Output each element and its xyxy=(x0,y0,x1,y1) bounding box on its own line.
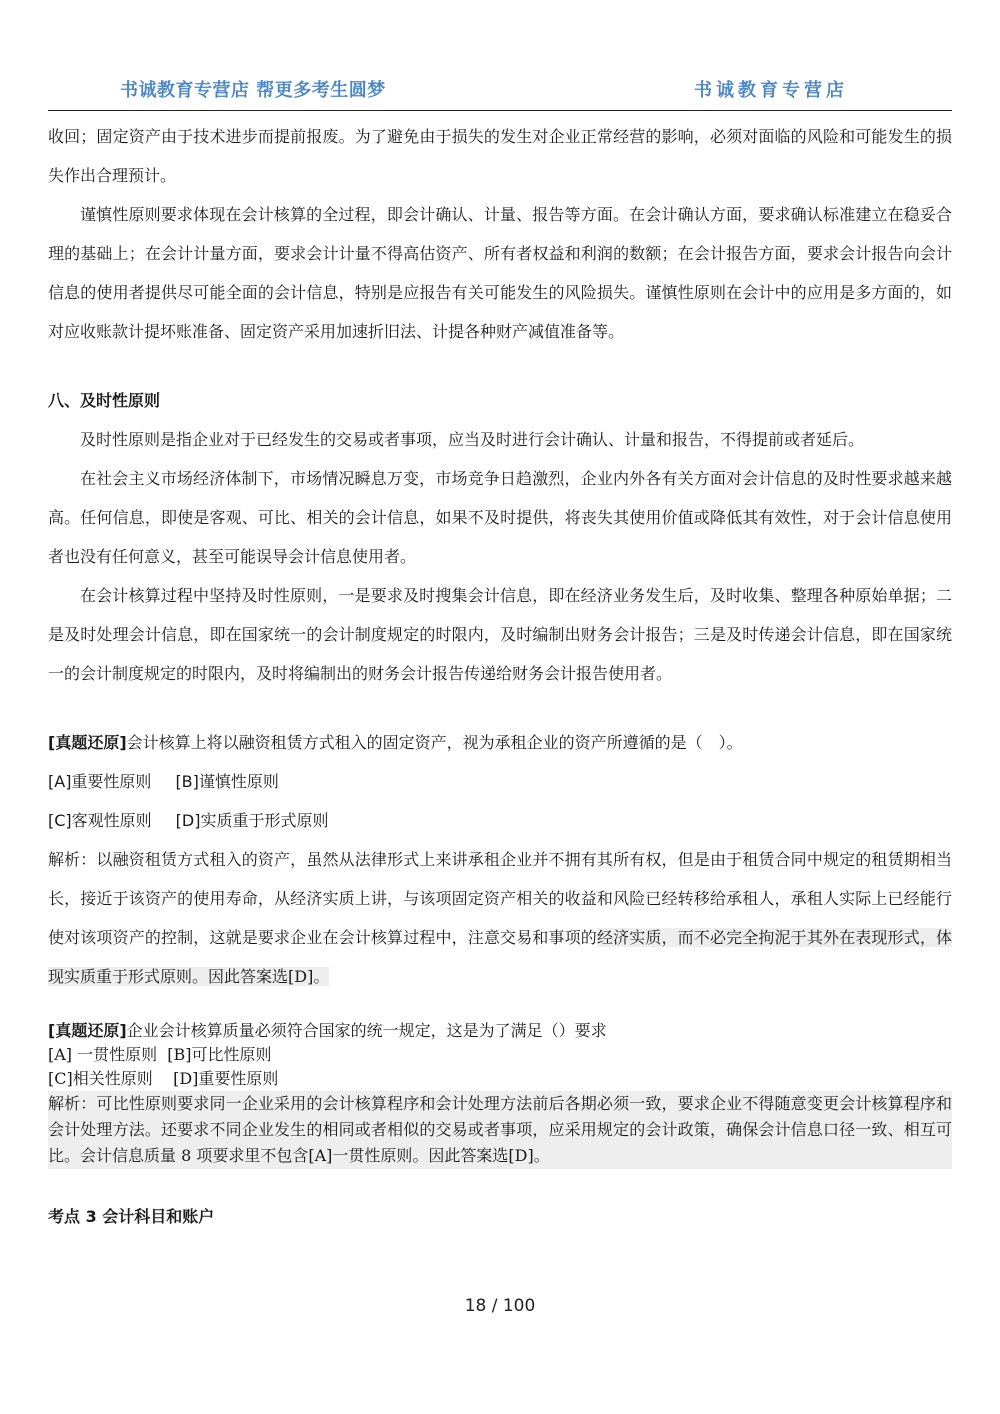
spacer xyxy=(48,996,952,1019)
options-row: [C]相关性原则 [D]重要性原则 xyxy=(48,1069,279,1088)
section-heading: 八、及时性原则 xyxy=(48,391,161,410)
header-right-title: 书诚教育专营店 xyxy=(694,80,848,101)
spacer xyxy=(48,351,952,381)
page-number: 18 / 100 xyxy=(464,1296,536,1316)
option-b: [B]谨慎性原则 xyxy=(175,772,279,791)
analysis-highlight: 经济实质，而不必完全拘泥于其外在表现形式，体现实质重于形式原则。因此答案选[D]。 xyxy=(48,928,952,986)
option-c: [C]客观性原则 xyxy=(48,811,152,830)
question-2-block xyxy=(48,1019,952,1169)
question-text: 企业会计核算质量必须符合国家的统一规定，这是为了满足（）要求 xyxy=(126,1021,607,1040)
spacer xyxy=(48,1169,952,1197)
document-body xyxy=(48,117,952,1236)
analysis xyxy=(48,840,952,996)
paragraph: 在会计核算过程中坚持及时性原则，一是要求及时搜集会计信息，即在经济业务发生后，及时收集、整理各种原始单据；二是及时处理会计信息，即在国家统一的会计制度规定的时限内，及时编制出财务会计报告；三是及时传递会计信息，即在国家统一的会计制度规定的时限内，及时将编制出的财务会计报告传递给财务会计报告使用者。 xyxy=(48,586,952,683)
question-1 xyxy=(48,723,952,762)
question-text: 会计核算上将以融资租赁方式租入的固定资产，视为承租企业的资产所遵循的是（ ）。 xyxy=(126,733,743,752)
options-row: [A] 一贯性原则 [B]可比性原则 xyxy=(48,1045,272,1064)
paragraph: 谨慎性原则要求体现在会计核算的全过程，即会计确认、计量、报告等方面。在会计确认方面，要求确认标准建立在稳妥合理的基础上；在会计计量方面，要求会计计量不得高估资产、所有者权益和利润的数额；在会计报告方面，要求会计报告向会计信息的使用者提供尽可能全面的会计信息，特别是应报告有关可能发生的风险损失。谨慎性原则在会计中的应用是多方面的，如对应收账款计提坏账准备、固定资产采用加速折旧法、计提各种财产减值准备等。 xyxy=(48,205,952,341)
section-heading: 考点 3 会计科目和账户 xyxy=(48,1207,215,1226)
paragraph: 及时性原则是指企业对于已经发生的交易或者事项，应当及时进行会计确认、计量和报告，不得提前或者延后。 xyxy=(80,430,865,449)
header-left-title: 书诚教育专营店 帮更多考生圆梦 xyxy=(120,80,386,101)
options-row xyxy=(48,801,952,840)
question-tag: [真题还原] xyxy=(48,1021,127,1040)
paragraph: 收回；固定资产由于技术进步而提前报废。为了避免由于损失的发生对企业正常经营的影响，必须对面临的风险和可能发生的损失作出合理预计。 xyxy=(48,127,952,185)
options-row xyxy=(48,762,952,801)
question-tag: [真题还原] xyxy=(48,733,127,752)
spacer xyxy=(48,693,952,723)
paragraph: 在社会主义市场经济体制下，市场情况瞬息万变，市场竞争日趋激烈，企业内外各有关方面对会计信息的及时性要求越来越高。任何信息，即使是客观、可比、相关的会计信息，如果不及时提供，将丧失其使用价值或降低其有效性，对于会计信息使用者也没有任何意义，甚至可能误导会计信息使用者。 xyxy=(48,469,952,566)
analysis: 解析：可比性原则要求同一企业采用的会计核算程序和会计处理方法前后各期必须一致，要求企业不得随意变更会计核算程序和会计处理方法。还要求不同企业发生的相同或者相似的交易或者事项，应采用规定的会计政策，确保会计信息口径一致、相互可比。会计信息质量 8 项要求里不包含[A]一贯性原则。因此答案选[D]。 xyxy=(48,1091,952,1169)
question-2 xyxy=(48,1019,952,1043)
option-d: [D]实质重于形式原则 xyxy=(175,811,329,830)
analysis-text: 解析：以融资租赁方式租入的资产，虽然从法律形式上来讲承租企业并不拥有其所有权，但是由于租赁合同中规定的租赁期相当长，接近于该资产的使用寿命，从经济实质上讲，与该项固定资产相关的收益和风险已经转移给承租人，承租人实际上已经能行使对该项资产的控制，这就是要求企业在会计核算过程中，注意交易和事项的 xyxy=(48,850,952,947)
page-header xyxy=(48,70,952,111)
option-a: [A]重要性原则 xyxy=(48,772,152,791)
